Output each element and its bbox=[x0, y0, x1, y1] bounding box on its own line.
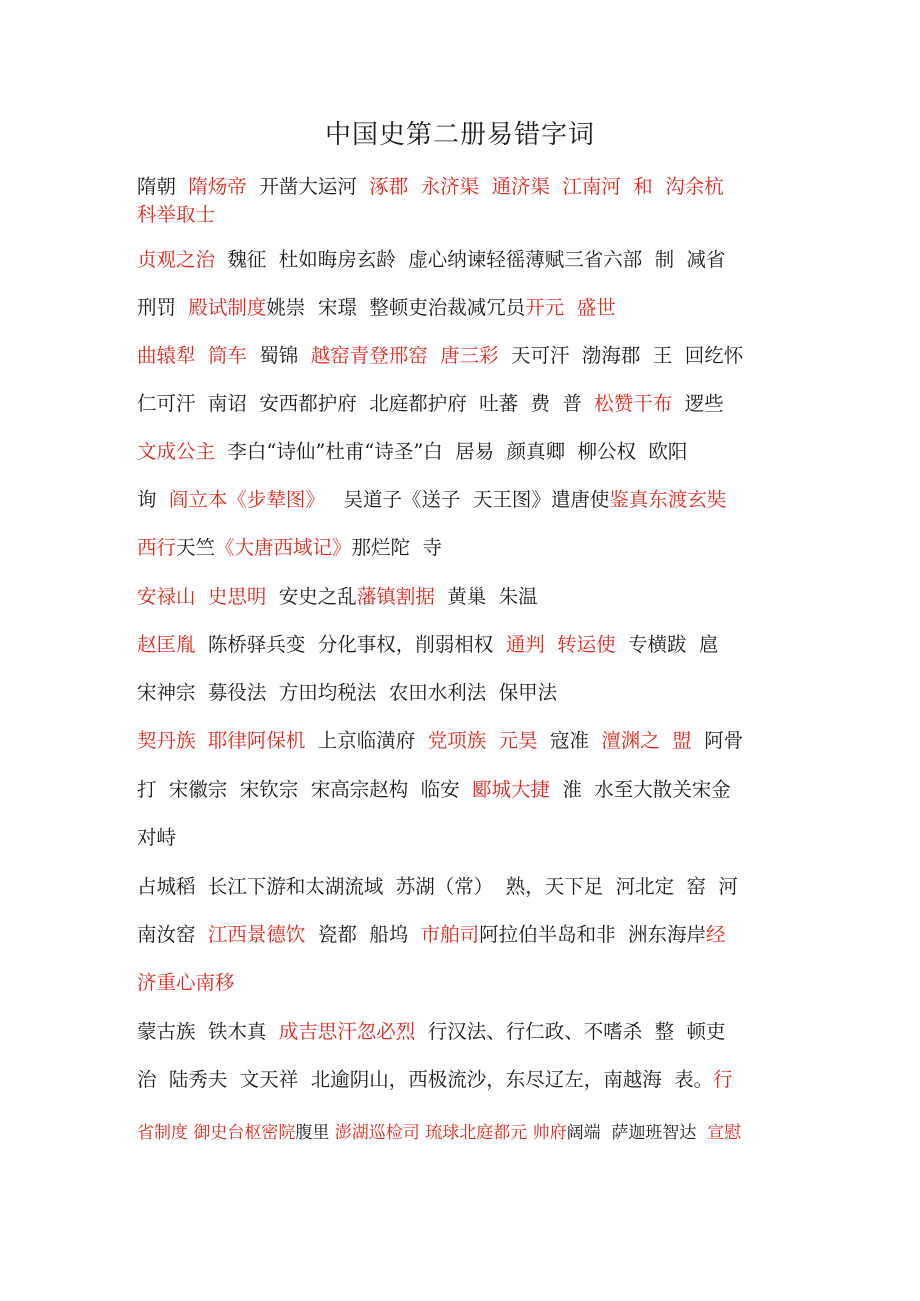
highlighted-term: 鉴真东渡玄奘 bbox=[609, 488, 727, 511]
text-segment: 宋神宗 募役法 方田均税法 农田水利法 保甲法 bbox=[137, 681, 558, 704]
text-line bbox=[137, 728, 797, 754]
text-line bbox=[137, 439, 797, 465]
highlighted-term: 契丹族 耶律阿保机 bbox=[137, 729, 306, 752]
highlighted-term: 文成公主 bbox=[137, 440, 216, 463]
text-segment: 逻些 bbox=[672, 392, 724, 415]
highlighted-term: 开元 盛世 bbox=[525, 296, 616, 319]
text-segment: 黄巢 朱温 bbox=[434, 585, 538, 608]
text-segment: 对峙 bbox=[137, 826, 177, 849]
text-line bbox=[137, 1019, 797, 1045]
highlighted-term: 澎湖巡检司 琉球北庭都元 帅府 bbox=[329, 1123, 567, 1143]
highlighted-term: 澶渊之 盟 bbox=[601, 729, 692, 752]
text-line bbox=[137, 535, 797, 561]
text-segment: 隋朝 bbox=[137, 175, 189, 198]
page-title: 中国史第二册易错字词 bbox=[324, 120, 595, 150]
text-line bbox=[137, 632, 797, 658]
highlighted-term: 郾城大捷 bbox=[472, 778, 551, 801]
highlighted-term: 党项族 元昊 bbox=[427, 729, 538, 752]
highlighted-term: 藩镇割据 bbox=[356, 585, 435, 608]
text-segment: 安史之乱 bbox=[266, 585, 357, 608]
text-segment: 淮 水至大散关宋金 bbox=[550, 778, 731, 801]
highlighted-term: 省制度 御史台枢密院 bbox=[137, 1123, 296, 1143]
text-line bbox=[137, 680, 797, 706]
text-line bbox=[137, 343, 797, 369]
text-segment: 瓷都 船坞 bbox=[305, 923, 421, 946]
text-line bbox=[137, 1120, 797, 1146]
text-line bbox=[137, 1067, 797, 1093]
highlighted-term: 经 bbox=[706, 923, 726, 946]
text-line bbox=[137, 584, 797, 610]
text-segment: 腹里 bbox=[295, 1123, 330, 1143]
text-segment: 上京临潢府 bbox=[305, 729, 428, 752]
text-segment: 吴道子《送子 天王图》遣唐使 bbox=[324, 488, 610, 511]
text-segment: 刑罚 bbox=[137, 296, 189, 319]
text-segment: 行汉法、行仁政、不嗜杀 整 顿吏 bbox=[415, 1020, 726, 1043]
text-line bbox=[137, 777, 797, 803]
highlighted-term: 赵匡胤 bbox=[137, 633, 196, 656]
highlighted-term: 宣慰 bbox=[707, 1123, 742, 1143]
text-segment: 专横跋 扈 bbox=[615, 633, 719, 656]
text-segment: 天竺 bbox=[176, 536, 216, 559]
text-segment: 阔端 萨迦班智达 bbox=[566, 1123, 708, 1143]
text-segment: 阿拉伯半岛和非 洲东海岸 bbox=[479, 923, 707, 946]
text-segment: 治 陆秀夫 文天祥 北逾阴山，西极流沙，东尽辽左，南越海 表。 bbox=[137, 1068, 714, 1091]
text-line bbox=[137, 391, 797, 417]
highlighted-term: 行 bbox=[713, 1068, 733, 1091]
highlighted-term: 江西景德饮 bbox=[207, 923, 306, 946]
highlighted-term: 隋炀帝 bbox=[188, 175, 247, 198]
highlighted-term: 阎立本《步辇图》 bbox=[168, 488, 325, 511]
highlighted-term: 《大唐西域记》 bbox=[215, 536, 352, 559]
text-segment: 占城稻 长江下游和太湖流域 苏湖（常） 熟，天下足 河北定 窑 河 bbox=[137, 875, 738, 898]
text-segment: 蒙古族 铁木真 bbox=[137, 1020, 279, 1043]
text-line bbox=[137, 825, 797, 851]
text-line bbox=[137, 922, 797, 948]
text-segment: 魏征 杜如晦房玄龄 虚心纳谏轻徭薄赋三省六部 制 减省 bbox=[215, 248, 726, 271]
highlighted-term: 松赞干布 bbox=[594, 392, 673, 415]
highlighted-term: 曲辕犁 筒车 bbox=[137, 344, 247, 367]
highlighted-term: 通判 转运使 bbox=[505, 633, 616, 656]
highlighted-term: 成吉思汗忽必烈 bbox=[278, 1020, 416, 1043]
text-segment: 天可汗 渤海郡 王 回纥怀 bbox=[498, 344, 744, 367]
text-line bbox=[137, 487, 797, 513]
text-segment: 那烂陀 寺 bbox=[351, 536, 442, 559]
highlighted-term: 济重心南移 bbox=[137, 971, 235, 994]
text-segment: 开凿大运河 bbox=[246, 175, 370, 198]
highlighted-term: 安禄山 史思明 bbox=[137, 585, 267, 608]
text-line bbox=[137, 874, 797, 900]
highlighted-term: 涿郡 永济渠 通济渠 江南河 和 沟余杭 bbox=[369, 175, 724, 198]
highlighted-term: 贞观之治 bbox=[137, 248, 216, 271]
highlighted-term: 越窑青登邢窑 唐三彩 bbox=[310, 344, 499, 367]
text-line bbox=[137, 202, 797, 228]
text-segment: 寇准 bbox=[537, 729, 602, 752]
text-segment: 询 bbox=[137, 488, 169, 511]
text-segment: 蜀锦 bbox=[246, 344, 311, 367]
highlighted-term: 西行 bbox=[137, 536, 177, 559]
text-segment: 南汝窑 bbox=[137, 923, 208, 946]
highlighted-term: 科举取士 bbox=[137, 203, 216, 226]
text-line bbox=[137, 295, 797, 321]
text-segment: 仁可汗 南诏 安西都护府 北庭都护府 吐蕃 费 普 bbox=[137, 392, 595, 415]
highlighted-term: 殿试制度 bbox=[188, 296, 267, 319]
text-segment: 李白“诗仙”杜甫“诗圣”白 居易 颜真卿 柳公权 欧阳 bbox=[215, 440, 688, 463]
text-line bbox=[137, 174, 797, 200]
text-segment: 打 宋徽宗 宋钦宗 宋高宗赵构 临安 bbox=[137, 778, 472, 801]
highlighted-term: 市舶司 bbox=[420, 923, 480, 946]
text-segment: 姚崇 宋璟 整顿吏治裁减冗员 bbox=[266, 296, 526, 319]
text-line bbox=[137, 970, 797, 996]
text-line bbox=[137, 247, 797, 273]
text-segment: 阿骨 bbox=[691, 729, 744, 752]
text-segment: 陈桥驿兵变 分化事权，削弱相权 bbox=[195, 633, 506, 656]
